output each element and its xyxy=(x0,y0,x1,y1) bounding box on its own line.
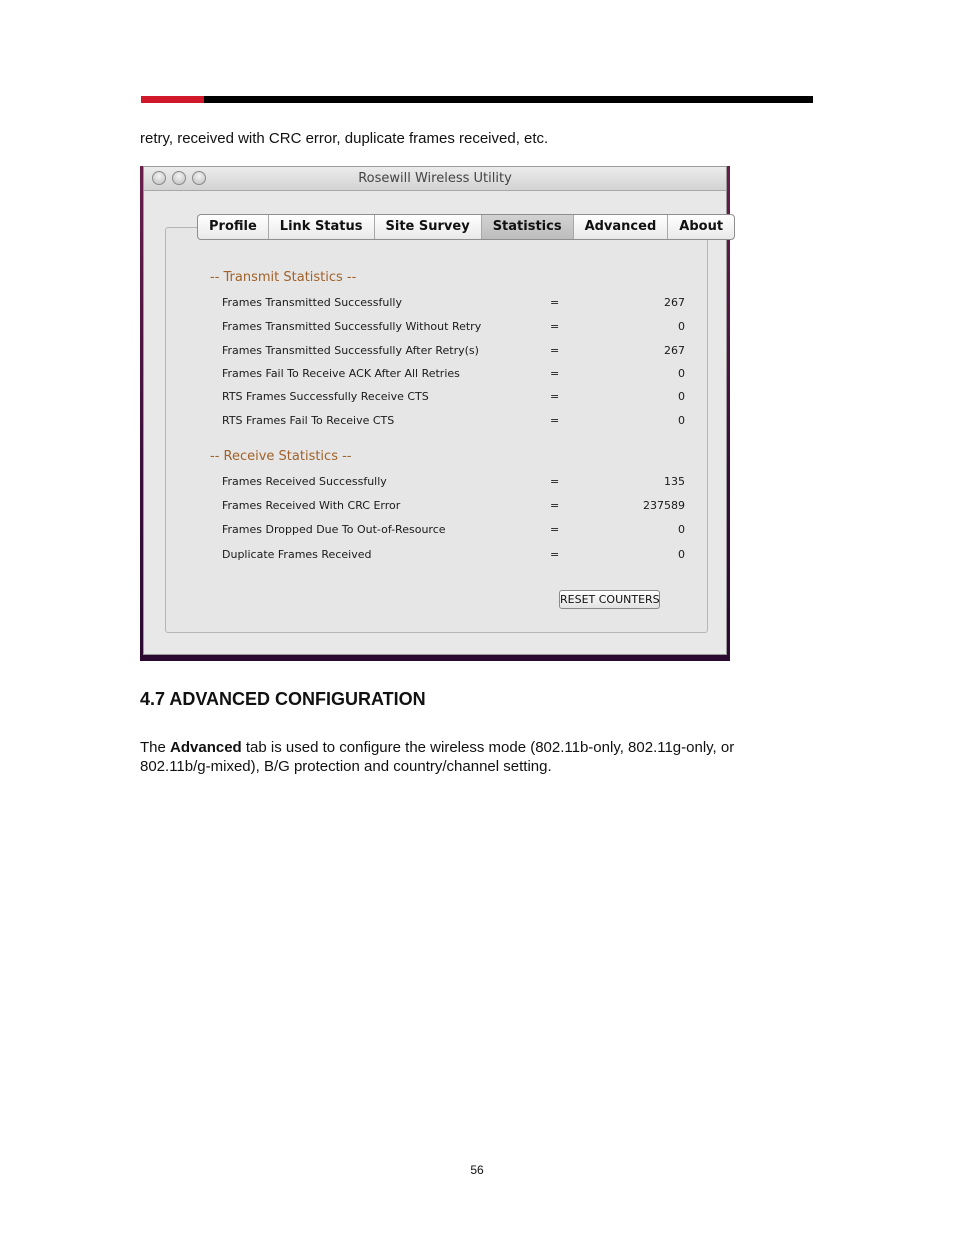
header-rule-red xyxy=(141,96,204,103)
paragraph-bold-text: Advanced xyxy=(170,739,242,756)
receive-statistics-title: -- Receive Statistics -- xyxy=(210,449,352,464)
body-paragraph xyxy=(140,738,800,776)
stat-equals: = xyxy=(550,367,560,380)
stat-equals: = xyxy=(550,344,560,357)
stat-row xyxy=(222,320,685,336)
stat-equals: = xyxy=(550,320,560,333)
stat-value: 267 xyxy=(664,344,685,357)
stat-label: Frames Transmitted Successfully xyxy=(222,296,402,309)
transmit-statistics-title: -- Transmit Statistics -- xyxy=(210,270,357,285)
stat-label: Frames Dropped Due To Out-of-Resource xyxy=(222,523,446,536)
stat-label: Frames Received Successfully xyxy=(222,475,387,488)
stat-value: 0 xyxy=(678,414,685,427)
stat-label: Duplicate Frames Received xyxy=(222,548,372,561)
stat-equals: = xyxy=(550,523,560,536)
stat-row xyxy=(222,499,685,515)
section-heading: 4.7 ADVANCED CONFIGURATION xyxy=(140,689,426,709)
tab-statistics[interactable]: Statistics xyxy=(482,215,574,239)
stat-value: 267 xyxy=(664,296,685,309)
stat-equals: = xyxy=(550,414,560,427)
stat-label: Frames Transmitted Successfully Without Retry xyxy=(222,320,482,333)
stat-value: 0 xyxy=(678,548,685,561)
window-title: Rosewill Wireless Utility xyxy=(358,171,512,186)
stat-label: Frames Fail To Receive ACK After All Retries xyxy=(222,367,460,380)
tab-about[interactable]: About xyxy=(679,219,724,234)
stat-row xyxy=(222,296,685,312)
stat-equals: = xyxy=(550,390,560,403)
stat-row xyxy=(222,344,685,360)
tab-link-status[interactable]: Link Status xyxy=(269,215,375,239)
utility-screenshot xyxy=(140,166,730,661)
stat-row xyxy=(222,523,685,539)
paragraph-text: tab is used to configure the wireless mode (802.11b-only, 802.11g-only, or 802.11b/g-mixed), B/G protection and country/channel setting. xyxy=(140,739,735,775)
tab-site-survey[interactable]: Site Survey xyxy=(375,215,482,239)
stat-equals: = xyxy=(550,475,560,488)
stat-label: RTS Frames Successfully Receive CTS xyxy=(222,390,429,403)
stat-row xyxy=(222,390,685,406)
stat-value: 237589 xyxy=(643,499,685,512)
stat-value: 0 xyxy=(678,367,685,380)
stat-row xyxy=(222,475,685,491)
paragraph-text: The xyxy=(140,739,171,756)
stat-equals: = xyxy=(550,499,560,512)
stat-value: 135 xyxy=(664,475,685,488)
stat-value: 0 xyxy=(678,523,685,536)
tab-advanced[interactable]: Advanced xyxy=(574,215,669,239)
reset-counters-button[interactable]: RESET COUNTERS xyxy=(559,590,660,609)
stat-label: Frames Transmitted Successfully After Retry(s) xyxy=(222,344,479,357)
stat-value: 0 xyxy=(678,320,685,333)
stat-row xyxy=(222,548,685,564)
stat-label: Frames Received With CRC Error xyxy=(222,499,401,512)
stat-row xyxy=(222,414,685,430)
utility-window xyxy=(143,166,727,655)
stat-value: 0 xyxy=(678,390,685,403)
tab-bar xyxy=(197,214,735,240)
window-titlebar xyxy=(144,167,726,191)
stat-row xyxy=(222,367,685,383)
tab-profile[interactable]: Profile xyxy=(198,215,269,239)
stat-equals: = xyxy=(550,296,560,309)
header-rule-black xyxy=(204,96,813,103)
stat-label: RTS Frames Fail To Receive CTS xyxy=(222,414,395,427)
intro-text: retry, received with CRC error, duplicate frames received, etc. xyxy=(140,130,549,147)
statistics-panel xyxy=(165,227,708,633)
stat-equals: = xyxy=(550,548,560,561)
page-number: 56 xyxy=(470,1163,484,1177)
